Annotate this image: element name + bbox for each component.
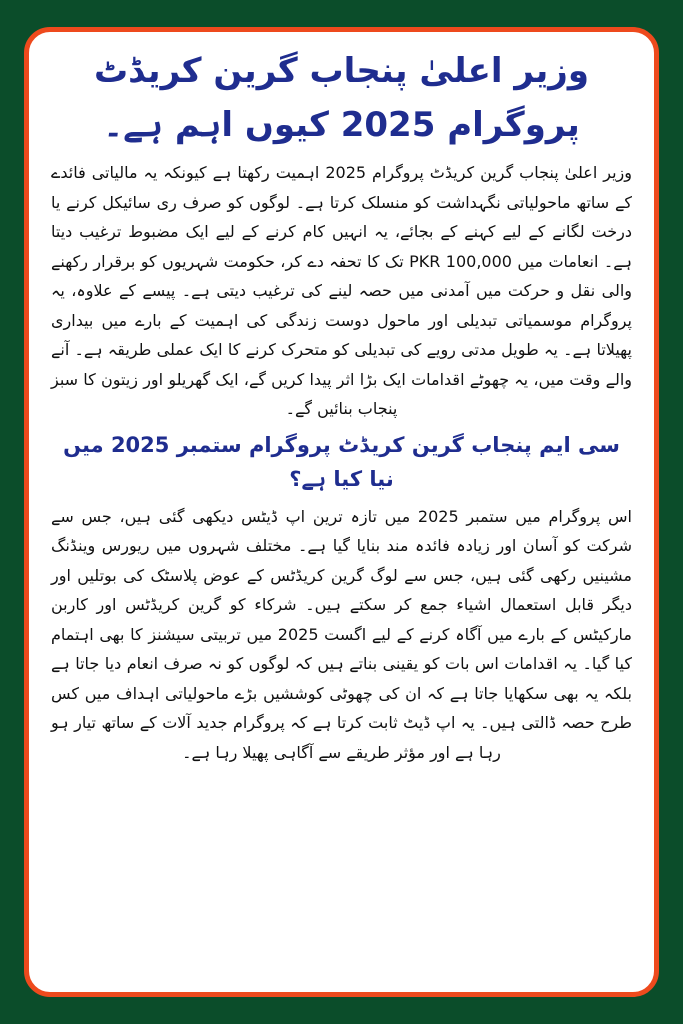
article-card xyxy=(24,27,659,997)
update-paragraph: اس پروگرام میں ستمبر 2025 میں تازہ ترین اپ ڈیٹس دیکھی گئی ہیں، جس سے شرکت کو آسان اور زیادہ فائدہ مند بنایا گیا ہے۔ مختلف شہروں میں ریورس وینڈنگ مشینیں رکھی گئی ہیں، جس سے لوگ گرین کریڈٹس کے عوض پلاسٹک کی بوتلیں اور دیگر قابل استعمال اشیاء جمع کر سکتے ہیں۔ شرکاء کو گرین کریڈٹس اور کاربن مارکیٹس کے بارے میں آگاہ کرنے کے لیے اگست 2025 میں تربیتی سیشنز کا بھی اہتمام کیا گیا۔ یہ اقدامات اس بات کو یقینی بناتے ہیں کہ لوگوں کو نہ صرف انعام دیا جاتا ہے بلکہ یہ بھی سکھایا جاتا ہے کہ ان کی چھوٹی کوششیں بڑے ماحولیاتی اہداف میں کس طرح حصہ ڈالتی ہیں۔ یہ اپ ڈیٹ ثابت کرتا ہے کہ پروگرام جدید آلات کے ساتھ تیار ہو رہا ہے اور مؤثر طریقے سے آگاہی پھیلا رہا ہے۔ xyxy=(51,506,633,762)
main-title: وزیر اعلیٰ پنجاب گرین کریڈٹ پروگرام 2025 کیوں اہم ہے۔ xyxy=(94,51,589,145)
intro-paragraph: وزیر اعلیٰ پنجاب گرین کریڈٹ پروگرام 2025 اہمیت رکھتا ہے کیونکہ یہ مالیاتی فائدے کے ساتھ ماحولیاتی نگہداشت کو منسلک کرتا ہے۔ لوگوں کو صرف ری سائیکل کرنے یا درخت لگانے کے لیے کہنے کے بجائے، یہ انہیں کام کرنے کے لیے ایک مضبوط ترغیب دیتا ہے۔ انعامات میں PKR 100,000 تک کا تحفہ دے کر، حکومت شہریوں کو برقرار رکھنے والی نقل و حرکت میں آمدنی میں حصہ لینے کی ترغیب دیتی ہے۔ پیسے کے علاوہ، یہ پروگرام موسمیاتی تبدیلی اور ماحول دوست زندگی کی اہمیت کے بارے میں بیداری پھیلاتا ہے۔ یہ طویل مدتی رویے کی تبدیلی کو متحرک کرنے کا ایک عملی طریقہ ہے۔ آنے والے وقت میں، یہ چھوٹے اقدامات ایک بڑا اثر پیدا کریں گے، ایک گھریلو اور زیتون کا سبز پنجاب بنائیں گے۔ xyxy=(51,163,633,418)
article-content xyxy=(51,44,632,767)
section-subtitle: سی ایم پنجاب گرین کریڈٹ پروگرام ستمبر 2025 میں نیا کیا ہے؟ xyxy=(63,432,620,491)
